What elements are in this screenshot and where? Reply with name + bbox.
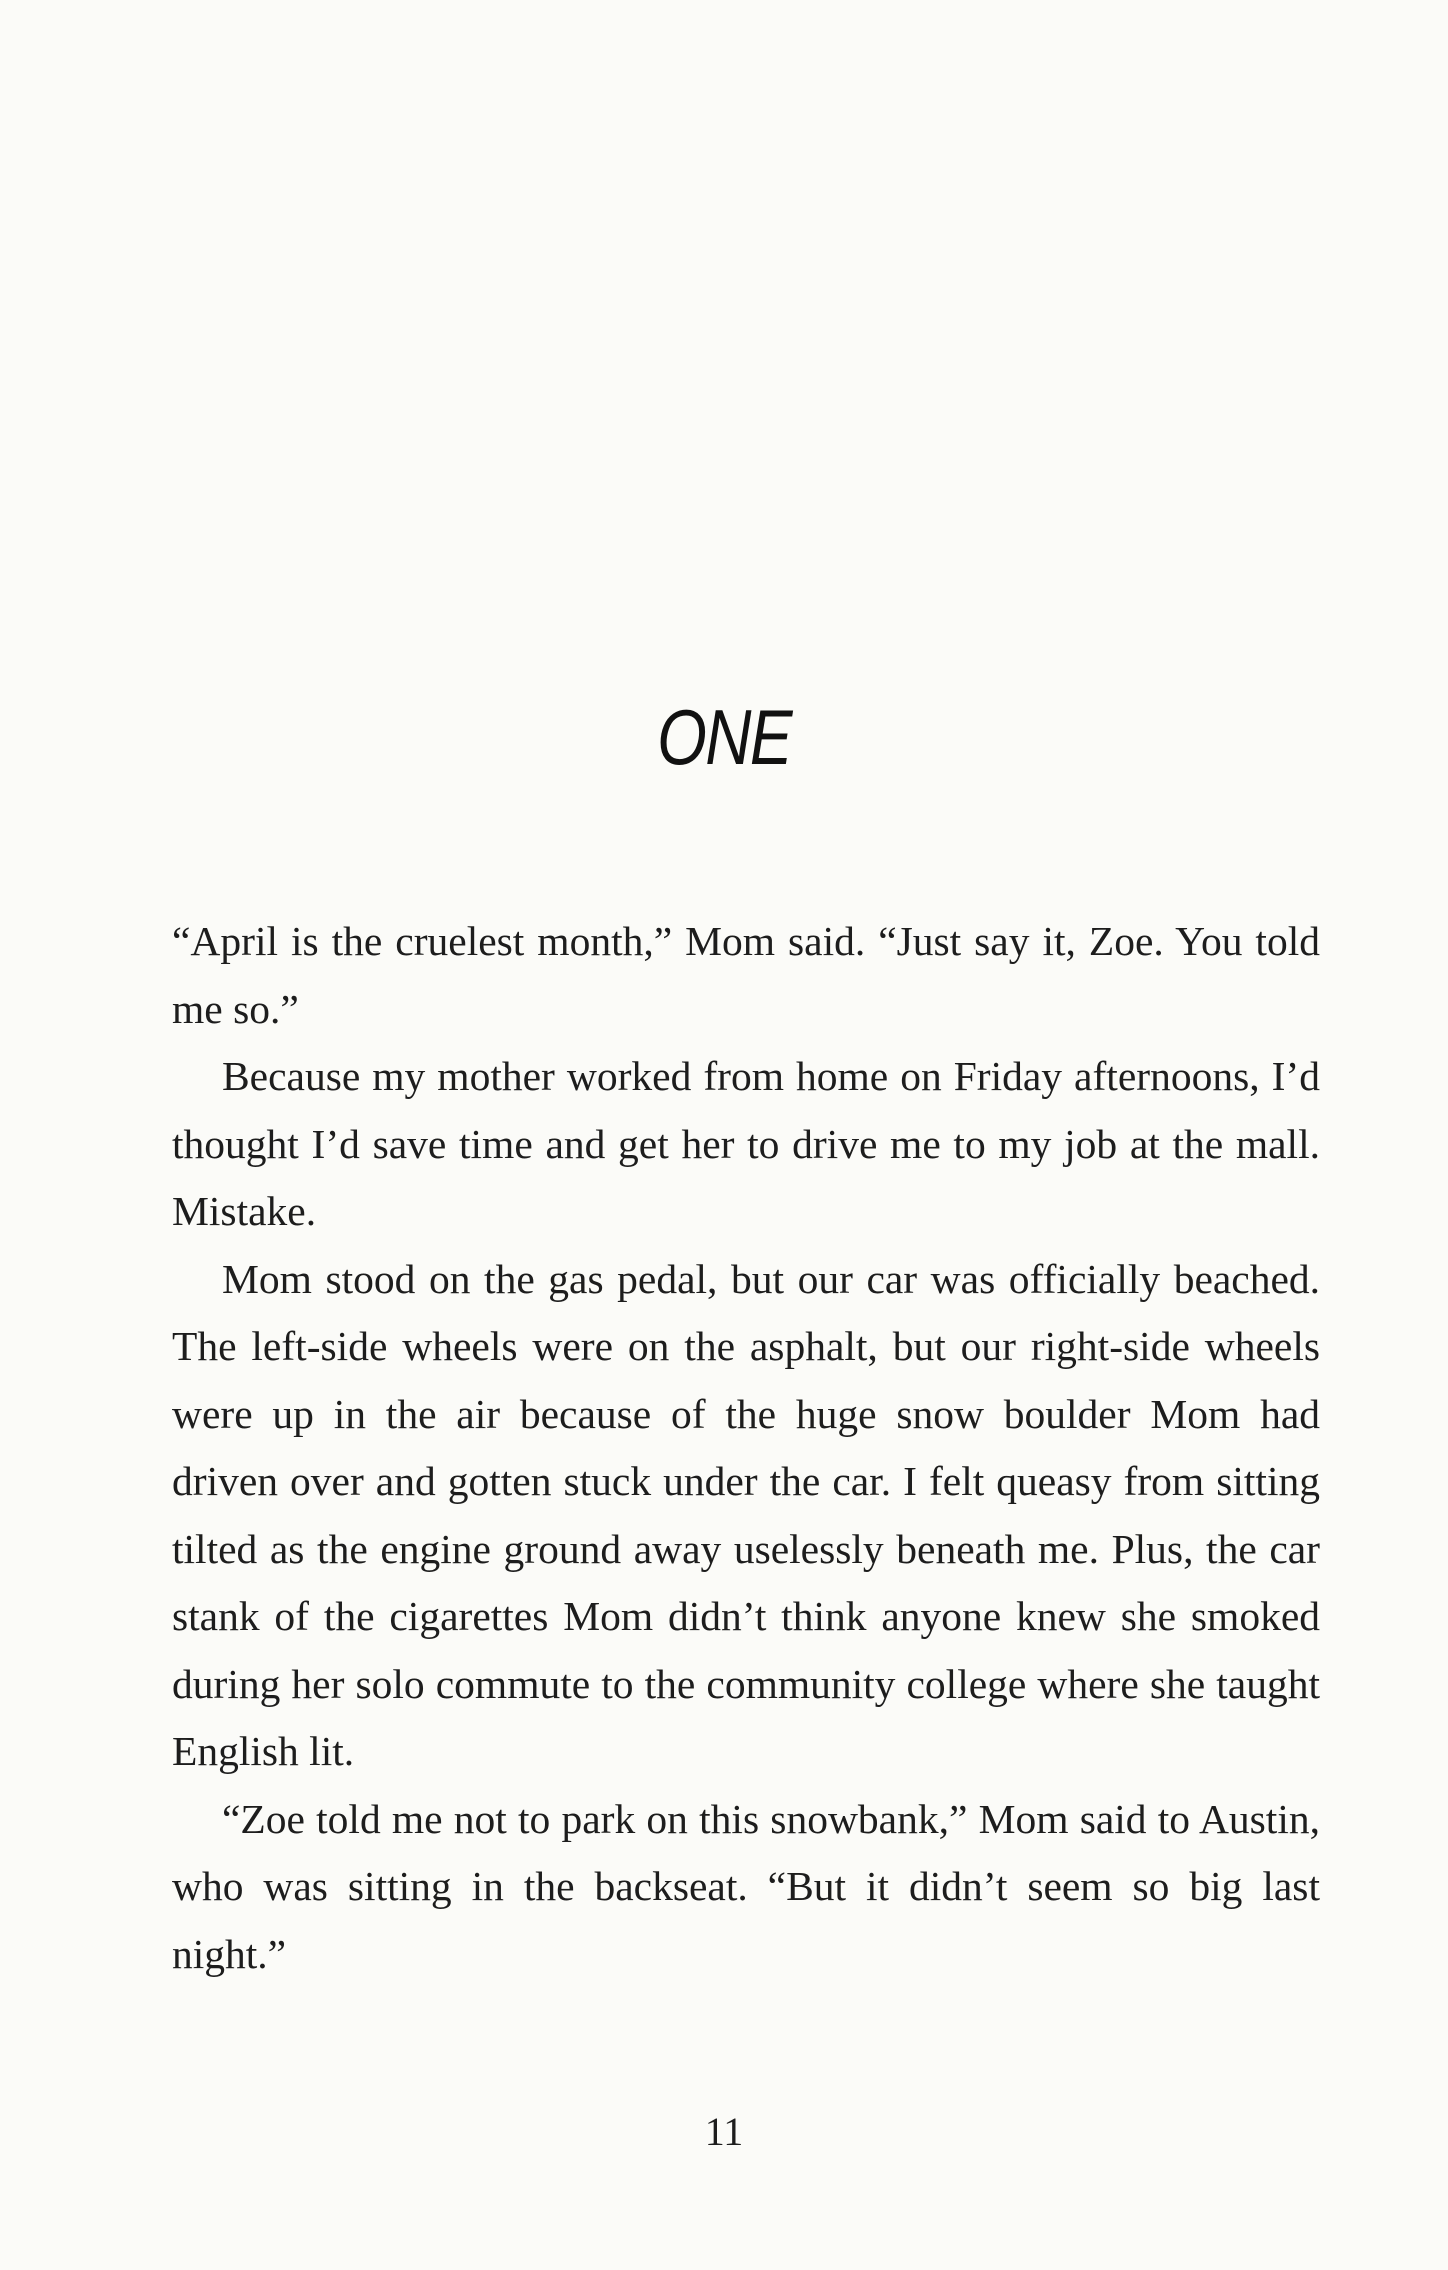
paragraph: “Zoe told me not to park on this snowbank,” Mom said to Austin, who was sitting in the backseat. “But it didn’t seem so big last night.” [172,1795,1320,1977]
chapter-body [172,908,1320,1988]
paragraph: Because my mother worked from home on Friday afternoons, I’d thought I’d save time and get her to drive me to my job at the mall. Mistake. [172,1053,1320,1234]
chapter-title: ONE [657,693,791,782]
page-number: 11 [704,2109,744,2154]
paragraph: Mom stood on the gas pedal, but our car was officially beached. The left-side wheels were on the asphalt, but our right-side wheels were up in the air because of the huge snow boulder Mom had driven over and gotten stuck under the car. I felt queasy from sitting tilted as the engine ground away uselessly beneath me. Plus, the car stank of the cigarettes Mom didn’t think anyone knew she smoked during her solo commute to the community college where she taught English lit. [172,1255,1320,1774]
paragraph: “April is the cruelest month,” Mom said. “Just say it, Zoe. You told me so.” [172,918,1320,1032]
